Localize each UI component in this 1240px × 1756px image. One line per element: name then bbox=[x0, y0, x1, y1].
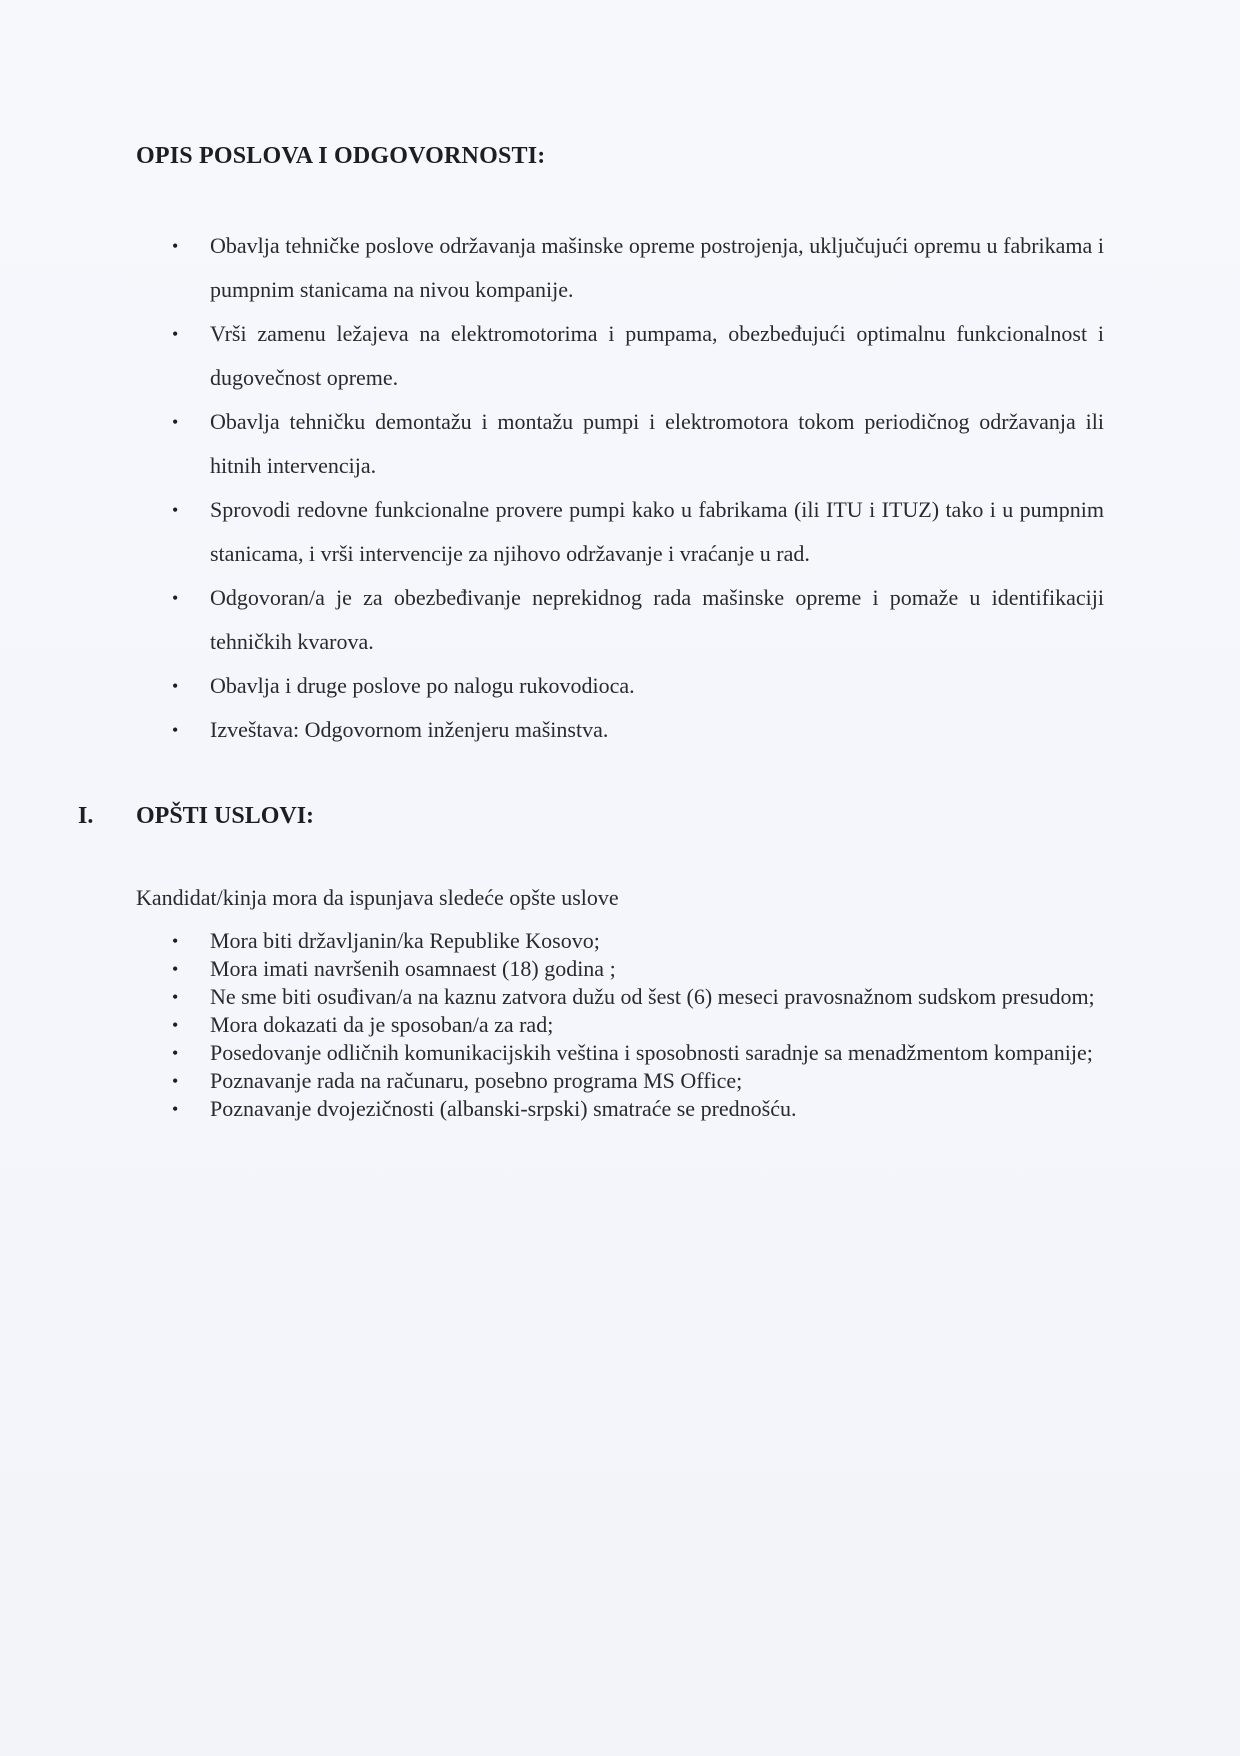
duty-item bbox=[168, 488, 1104, 576]
condition-item bbox=[168, 1067, 1104, 1095]
bullet-icon: • bbox=[172, 1043, 179, 1063]
bullet-icon: • bbox=[172, 959, 179, 979]
bullet-icon: • bbox=[172, 1071, 179, 1091]
section-number: I. bbox=[78, 803, 94, 829]
duty-item bbox=[168, 400, 1104, 488]
condition-item bbox=[168, 983, 1104, 1011]
bullet-icon: • bbox=[172, 236, 179, 256]
bullet-icon: • bbox=[172, 676, 179, 696]
bullet-icon: • bbox=[172, 1015, 179, 1035]
bullet-icon: • bbox=[172, 588, 179, 608]
condition-item bbox=[168, 927, 1104, 955]
condition-item bbox=[168, 1039, 1104, 1067]
duty-item bbox=[168, 708, 1104, 752]
duty-item bbox=[168, 312, 1104, 400]
duty-text: Obavlja i druge poslove po nalogu rukovodioca. bbox=[210, 673, 635, 698]
bullet-icon: • bbox=[172, 1099, 179, 1119]
duties-list bbox=[168, 224, 1104, 752]
bullet-icon: • bbox=[172, 720, 179, 740]
bullet-icon: • bbox=[172, 500, 179, 520]
bullet-icon: • bbox=[172, 931, 179, 951]
bullet-icon: • bbox=[172, 324, 179, 344]
duty-text: Izveštava: Odgovornom inženjeru mašinstva. bbox=[210, 717, 609, 742]
bullet-icon: • bbox=[172, 412, 179, 432]
duty-text: Obavlja tehničku demontažu i montažu pumpi i elektromotora tokom periodičnog održavanja ili hitnih intervencija. bbox=[210, 409, 1104, 478]
duty-text: Obavlja tehničke poslove održavanja mašinske opreme postrojenja, uključujući opremu u fabrikama i pumpnim stanicama na nivou kompanije. bbox=[210, 233, 1104, 302]
duty-item bbox=[168, 576, 1104, 664]
condition-text: Ne sme biti osuđivan/a na kaznu zatvora dužu od šest (6) meseci pravosnažnom sudskom presudom; bbox=[210, 984, 1095, 1009]
conditions-list bbox=[168, 927, 1104, 1123]
duty-item bbox=[168, 664, 1104, 708]
duty-text: Odgovoran/a je za obezbeđivanje neprekidnog rada mašinske opreme i pomaže u identifikaciji tehničkih kvarova. bbox=[210, 585, 1104, 654]
condition-text: Mora imati navršenih osamnaest (18) godina ; bbox=[210, 956, 616, 981]
duty-text: Vrši zamenu ležajeva na elektromotorima i pumpama, obezbeđujući optimalnu funkcionalnost i dugovečnost opreme. bbox=[210, 321, 1104, 390]
condition-text: Mora dokazati da je sposoban/a za rad; bbox=[210, 1012, 554, 1037]
duty-item bbox=[168, 224, 1104, 312]
condition-item bbox=[168, 955, 1104, 983]
condition-text: Poznavanje dvojezičnosti (albanski-srpski) smatraće se prednošću. bbox=[210, 1096, 797, 1121]
section-title-general-conditions: OPŠTI USLOVI: bbox=[136, 803, 315, 829]
duty-text: Sprovodi redovne funkcionalne provere pumpi kako u fabrikama (ili ITU i ITUZ) tako i u pumpnim stanicama, i vrši intervencije za njihovo održavanje i vraćanje u rad. bbox=[210, 497, 1104, 566]
section-title-job-description: OPIS POSLOVA I ODGOVORNOSTI: bbox=[136, 143, 546, 169]
bullet-icon: • bbox=[172, 987, 179, 1007]
condition-text: Posedovanje odličnih komunikacijskih veština i sposobnosti saradnje sa menadžmentom kompanije; bbox=[210, 1040, 1093, 1065]
condition-item bbox=[168, 1095, 1104, 1123]
condition-item bbox=[168, 1011, 1104, 1039]
conditions-intro: Kandidat/kinja mora da ispunjava sledeće opšte uslove bbox=[136, 885, 619, 910]
condition-text: Poznavanje rada na računaru, posebno programa MS Office; bbox=[210, 1068, 743, 1093]
condition-text: Mora biti državljanin/ka Republike Kosovo; bbox=[210, 928, 600, 953]
